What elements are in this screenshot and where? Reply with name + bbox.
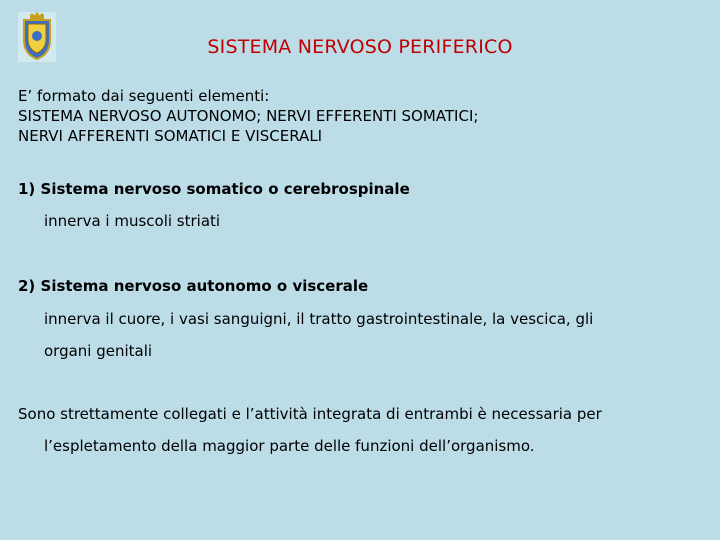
intro-line-3: NERVI AFFERENTI SOMATICI E VISCERALI: [18, 127, 323, 145]
item-text-2a: innerva il cuore, i vasi sanguigni, il tratto gastrointestinale, la vescica, gli: [44, 310, 594, 328]
intro-line-1: E’ formato dai seguenti elementi:: [18, 87, 270, 105]
page-title: SISTEMA NERVOSO PERIFERICO: [207, 36, 513, 58]
item-text-1: innerva i muscoli striati: [44, 212, 221, 230]
item-heading-1: 1) Sistema nervoso somatico o cerebrospinale: [18, 180, 410, 198]
closing-line-1: Sono strettamente collegati e l’attività integrata di entrambi è necessaria per: [18, 405, 602, 423]
closing-line-2: l’espletamento della maggior parte delle funzioni dell’organismo.: [44, 437, 535, 455]
intro-text: [18, 86, 478, 146]
item-heading-2: 2) Sistema nervoso autonomo o viscerale: [18, 277, 369, 295]
intro-line-2: SISTEMA NERVOSO AUTONOMO; NERVI EFFERENTI SOMATICI;: [18, 107, 479, 125]
item-text-2b: organi genitali: [44, 342, 153, 360]
